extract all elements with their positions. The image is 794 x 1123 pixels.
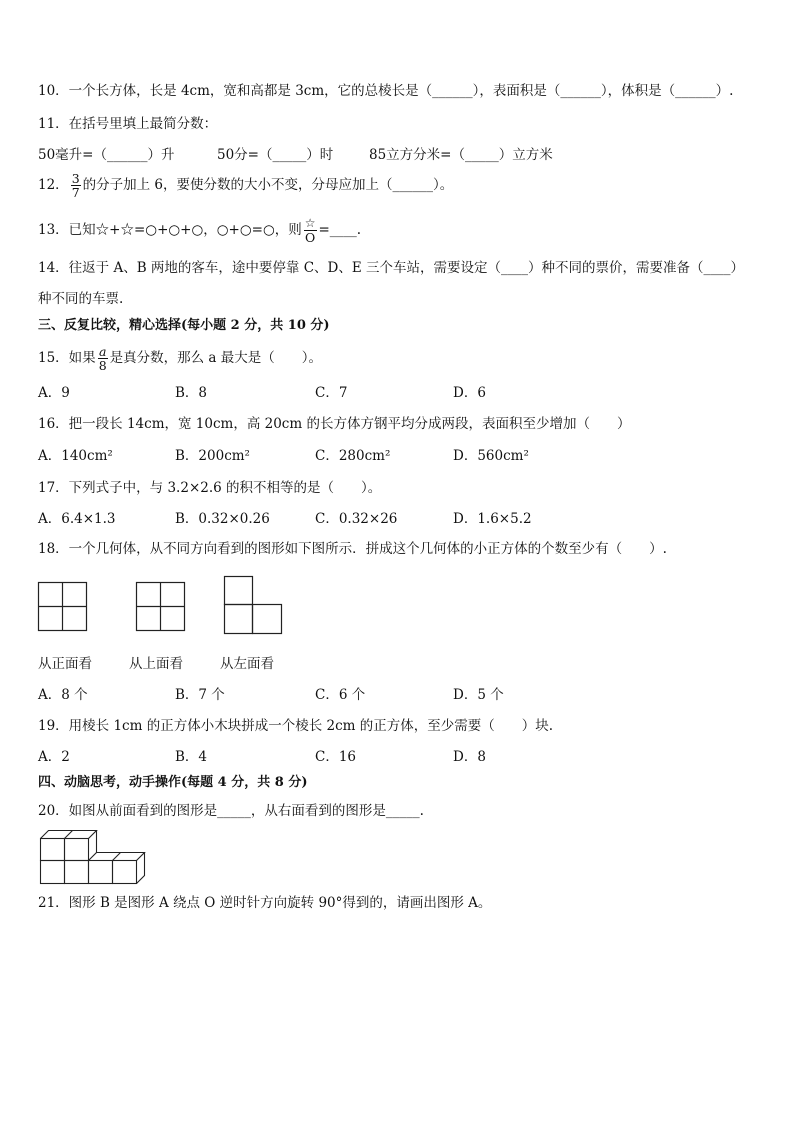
option-b[interactable]: B．0.32×0.26 bbox=[175, 511, 270, 527]
question-21: 21．图形 B 是图形 A 绕点 O 逆时针方向旋转 90°得到的，请画出图形 A。 bbox=[38, 895, 492, 911]
question-11-item-c: 85立方分米=（_____）立方米 bbox=[369, 147, 553, 163]
option-c[interactable]: C．6 个 bbox=[315, 687, 366, 703]
option-a[interactable]: A．8 个 bbox=[38, 687, 88, 703]
view-label-left: 从左面看 bbox=[220, 656, 274, 672]
option-d[interactable]: D．1.6×5.2 bbox=[453, 511, 532, 527]
fraction-numerator: 3 bbox=[71, 171, 80, 186]
fraction bbox=[71, 172, 81, 199]
fraction bbox=[304, 217, 317, 244]
question-13-suffix: =____. bbox=[318, 222, 362, 238]
question-14-line1: 14．往返于 A、B 两地的客车，途中要停靠 C、D、E 三个车站，需要设定（____）种不同的票价，需要准备（____） bbox=[38, 260, 745, 276]
question-12-suffix: 的分子加上 6，要使分数的大小不变，分母应加上（______）。 bbox=[82, 177, 454, 193]
question-10: 10．一个长方体，长是 4cm，宽和高都是 3cm，它的总棱长是（______），表面积是（______），体积是（______）. bbox=[38, 83, 734, 99]
question-17: 17．下列式子中，与 3.2×2.6 的积不相等的是（ ）。 bbox=[38, 480, 382, 496]
question-11-item-b: 50分=（_____）时 bbox=[217, 147, 334, 163]
fraction bbox=[98, 345, 108, 372]
top-view-figure bbox=[136, 582, 186, 632]
option-d[interactable]: D．8 bbox=[453, 749, 486, 765]
option-c[interactable]: C．0.32×26 bbox=[315, 511, 398, 527]
question-12-prefix: 12． bbox=[38, 177, 69, 193]
option-b[interactable]: B．8 bbox=[175, 385, 208, 401]
fraction-denominator: 8 bbox=[98, 358, 107, 373]
option-c[interactable]: C．280cm² bbox=[315, 448, 391, 464]
question-16: 16．把一段长 14cm，宽 10cm，高 20cm 的长方体方钢平均分成两段，表面积至少增加（ ） bbox=[38, 416, 631, 432]
front-view-figure bbox=[38, 582, 88, 632]
option-b[interactable]: B．7 个 bbox=[175, 687, 225, 703]
question-20: 20．如图从前面看到的图形是_____，从右面看到的图形是_____. bbox=[38, 803, 424, 819]
question-19: 19．用棱长 1cm 的正方体小木块拼成一个棱长 2cm 的正方体，至少需要（ ）块. bbox=[38, 718, 554, 734]
cube-stack-figure bbox=[40, 829, 150, 889]
question-12 bbox=[38, 172, 453, 199]
fraction-denominator: 7 bbox=[71, 185, 80, 200]
question-15-prefix: 15．如果 bbox=[38, 350, 96, 366]
option-c[interactable]: C．7 bbox=[315, 385, 348, 401]
question-13 bbox=[38, 217, 361, 244]
question-18: 18．一个几何体，从不同方向看到的图形如下图所示．拼成这个几何体的小正方体的个数至少有（ ）. bbox=[38, 541, 667, 557]
view-label-top: 从上面看 bbox=[129, 656, 183, 672]
option-d[interactable]: D．6 bbox=[453, 385, 486, 401]
option-d[interactable]: D．560cm² bbox=[453, 448, 529, 464]
view-label-front: 从正面看 bbox=[38, 656, 92, 672]
option-d[interactable]: D．5 个 bbox=[453, 687, 504, 703]
question-13-prefix: 13．已知☆+☆=○+○+○，○+○=○，则 bbox=[38, 222, 302, 238]
option-a[interactable]: A．9 bbox=[38, 385, 70, 401]
option-a[interactable]: A．140cm² bbox=[38, 448, 113, 464]
left-view-figure bbox=[224, 576, 284, 636]
section-4-heading: 四、动脑思考，动手操作(每题 4 分，共 8 分) bbox=[38, 775, 308, 790]
question-11-title: 11．在括号里填上最简分数： bbox=[38, 116, 218, 132]
option-c[interactable]: C．16 bbox=[315, 749, 357, 765]
option-a[interactable]: A．2 bbox=[38, 749, 70, 765]
question-14-line2: 种不同的车票. bbox=[38, 291, 124, 307]
question-15 bbox=[38, 345, 322, 372]
fraction-numerator: a bbox=[98, 344, 107, 359]
option-a[interactable]: A．6.4×1.3 bbox=[38, 511, 116, 527]
option-b[interactable]: B．4 bbox=[175, 749, 208, 765]
section-3-heading: 三、反复比较，精心选择(每小题 2 分，共 10 分) bbox=[38, 318, 330, 333]
fraction-denominator: O bbox=[304, 230, 316, 245]
question-15-suffix: 是真分数，那么 a 最大是（ ）。 bbox=[109, 350, 323, 366]
question-11-item-a: 50毫升=（______）升 bbox=[38, 147, 175, 163]
option-b[interactable]: B．200cm² bbox=[175, 448, 250, 464]
fraction-numerator: ☆ bbox=[304, 216, 316, 230]
